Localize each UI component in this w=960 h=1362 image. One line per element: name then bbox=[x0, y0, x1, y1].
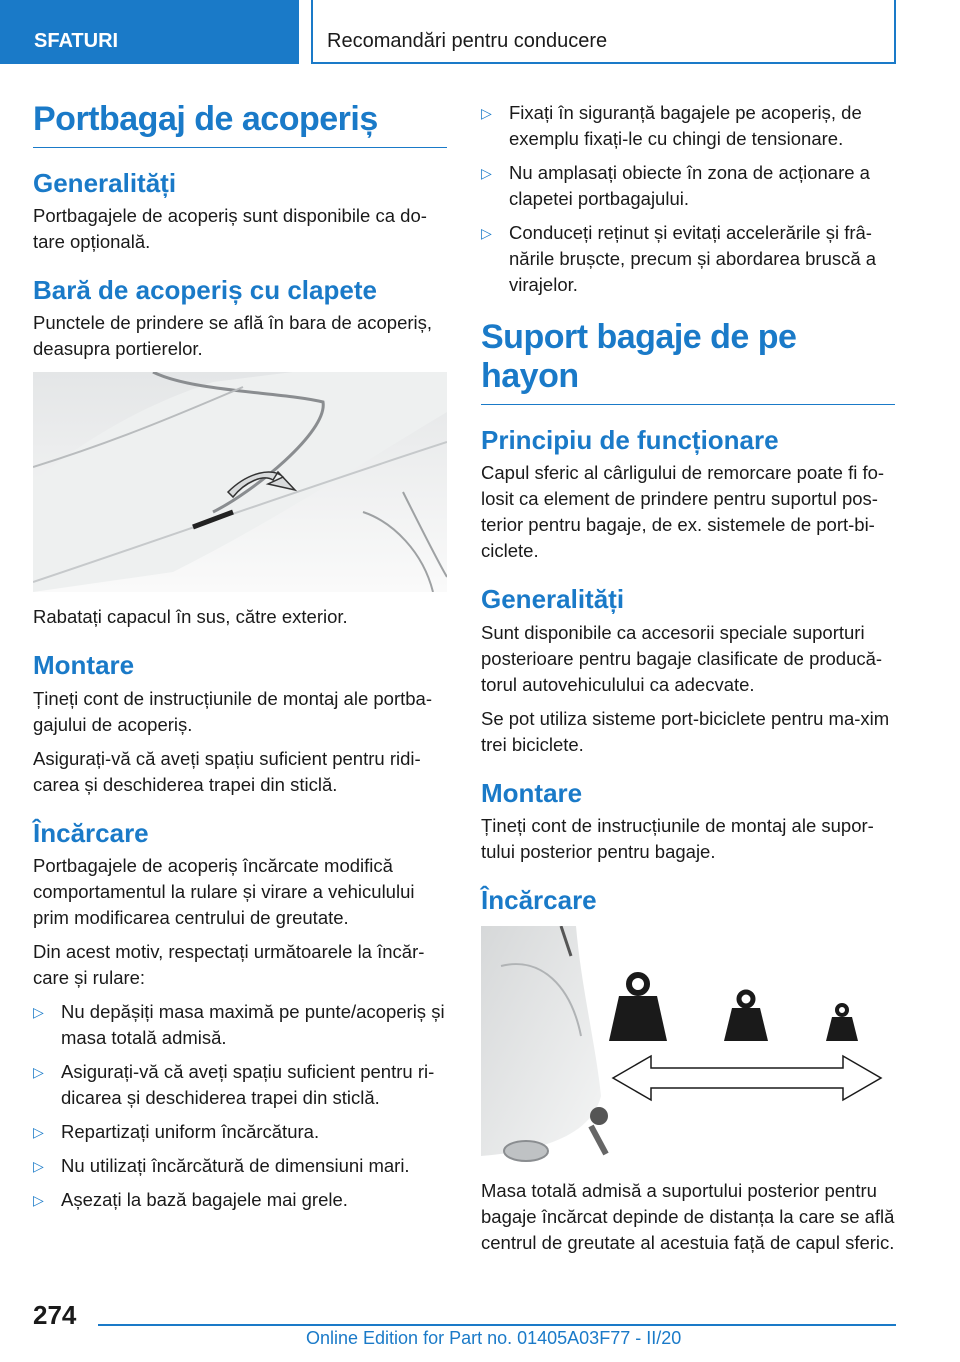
roof-bar-text: Punctele de prindere se află în bara de acoperiș, deasupra portierelor. bbox=[33, 312, 433, 360]
list-item: ▷ Asigurați-vă că aveți spațiu suficient pentru ri-dicarea și deschiderea trapei din sticlă. bbox=[33, 1060, 435, 1108]
carrier-mounting-heading: Montare bbox=[481, 777, 583, 808]
list-item: ▷ Conduceți reținut și evitați accelerările și frâ-nările brușcte, precum și abordarea bruscă a virajelor. bbox=[481, 222, 877, 295]
list-item: ▷ Așezați la bază bagajele mai grele. bbox=[33, 1187, 447, 1213]
weight-medium-icon bbox=[724, 992, 768, 1041]
loading-heading: Încărcare bbox=[33, 817, 149, 848]
roof-bullet-list bbox=[481, 100, 895, 298]
mounting-heading: Montare bbox=[33, 650, 135, 681]
weight-small-icon bbox=[826, 1005, 858, 1041]
list-item: ▷ Nu utilizați încărcătură de dimensiuni mari. bbox=[33, 1153, 447, 1179]
left-column bbox=[33, 100, 447, 1221]
mounting-text-1: Țineți cont de instrucțiunile de montaj ale portba-gajului de acoperiș. bbox=[33, 687, 432, 735]
page-footer bbox=[0, 1290, 960, 1362]
list-item: ▷ Nu depășiți masa maximă pe punte/acoperiș și masa totală admisă. bbox=[33, 1000, 445, 1048]
carrier-general-heading: Generalități bbox=[481, 584, 625, 615]
list-item: ▷ Nu amplasați obiecte în zona de acționare a clapetei portbagajului. bbox=[481, 162, 870, 209]
weight-distance-illustration bbox=[481, 926, 895, 1166]
distance-arrow-icon bbox=[613, 1056, 881, 1100]
loading-text-1: Portbagajele de acoperiș încărcate modifică comportamentul la rulare și virare a vehiculului prim modificarea centrului de greutate. bbox=[33, 854, 415, 928]
right-column bbox=[481, 100, 895, 1264]
carrier-general-text-2: Se pot utiliza sisteme port-biciclete pentru ma-xim trei biciclete. bbox=[481, 707, 890, 755]
triangle-bullet-icon: ▷ bbox=[33, 1003, 44, 1020]
carrier-figure-caption: Masa totală admisă a suportului posterior pentru bagaje încărcat depinde de distanța la care se află centrul de greutate al acestuia față de capul sferic. bbox=[481, 1179, 895, 1253]
triangle-bullet-icon: ▷ bbox=[33, 1191, 44, 1208]
triangle-bullet-icon: ▷ bbox=[481, 225, 492, 241]
roof-bar-figure bbox=[33, 372, 447, 592]
carrier-general-text-1: Sunt disponibile ca accesorii speciale suporturi posterioare pentru bagaje clasificate de producă-torul autovehiculului ca adecvate. bbox=[481, 621, 883, 695]
section-tab: SFATURI bbox=[0, 0, 299, 64]
tow-ball-load-figure bbox=[481, 926, 895, 1166]
carrier-mounting-text: Țineți cont de instrucțiunile de montaj ale supor-tului posterior pentru bagaje. bbox=[481, 814, 874, 862]
triangle-bullet-icon: ▷ bbox=[481, 165, 492, 181]
roof-flap-illustration bbox=[33, 372, 447, 592]
rear-carrier-title: Suport bagaje de pe hayon bbox=[481, 318, 895, 405]
carrier-loading-heading: Încărcare bbox=[481, 884, 597, 915]
triangle-bullet-icon: ▷ bbox=[33, 1123, 44, 1140]
edition-text: Online Edition for Part no. 01405A03F77 - II/20 bbox=[306, 1328, 682, 1348]
loading-bullet-list bbox=[33, 999, 447, 1213]
roof-rack-title: Portbagaj de acoperiș bbox=[33, 100, 447, 148]
general-heading: Generalități bbox=[33, 168, 177, 199]
page-number: 274 bbox=[33, 1300, 77, 1330]
roof-bar-heading: Bară de acoperiș cu clapete bbox=[33, 275, 377, 306]
loading-text-2: Din acest motiv, respectați următoarele la încăr-care și rulare: bbox=[33, 940, 425, 988]
principle-text: Capul sferic al cârligului de remorcare poate fi fo-losit ca element de prindere pentru suportul pos-terior pentru bagaje, de ex. sistemele de port-bi-ciclete. bbox=[481, 462, 885, 562]
list-item: ▷ Fixați în siguranță bagajele pe acoperiș, de exemplu fixați-le cu chingi de tensionare. bbox=[481, 102, 862, 149]
triangle-bullet-icon: ▷ bbox=[33, 1063, 44, 1080]
principle-heading: Principiu de funcționare bbox=[481, 425, 779, 456]
triangle-bullet-icon: ▷ bbox=[33, 1157, 44, 1174]
chapter-tab: Recomandări pentru conducere bbox=[311, 0, 896, 64]
page-header bbox=[0, 0, 960, 66]
mounting-text-2: Asigurați-vă că aveți spațiu suficient pentru ridi-carea și deschiderea trapei din sticlă. bbox=[33, 747, 421, 795]
weight-large-icon bbox=[609, 975, 667, 1041]
footer-divider bbox=[98, 1324, 896, 1326]
list-item: ▷ Repartizați uniform încărcătura. bbox=[33, 1119, 447, 1145]
general-text: Portbagajele de acoperiș sunt disponibile ca do-tare opțională. bbox=[33, 205, 427, 253]
triangle-bullet-icon: ▷ bbox=[481, 105, 492, 121]
roof-figure-caption: Rabatați capacul în sus, către exterior. bbox=[33, 606, 348, 628]
